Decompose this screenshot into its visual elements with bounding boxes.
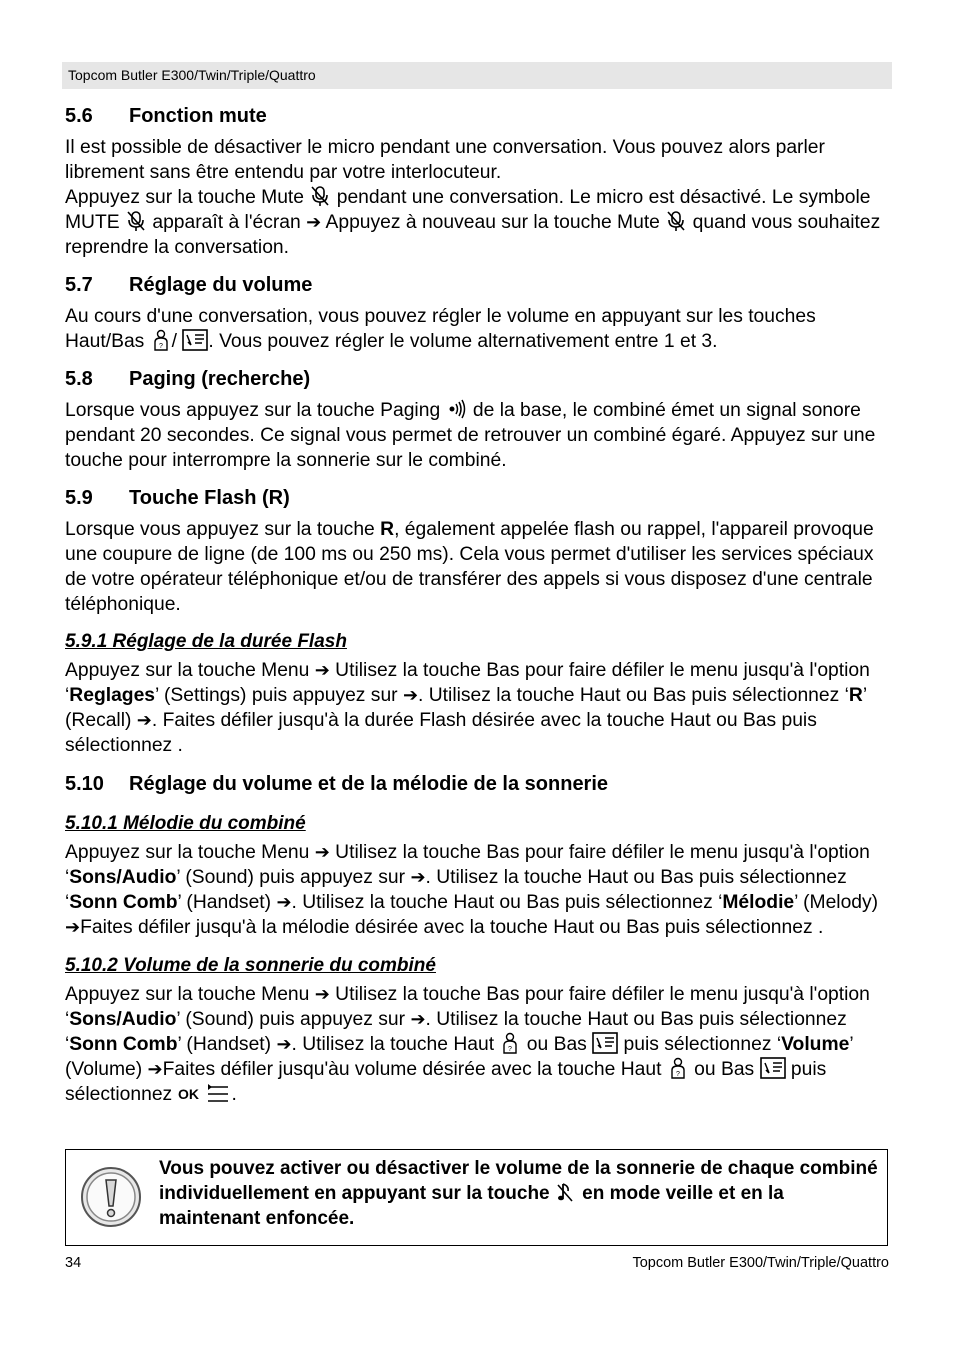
mute-icon (665, 210, 687, 232)
footer-title: Topcom Butler E300/Twin/Triple/Quattro (632, 1255, 889, 1271)
subsection-5-10-1 (65, 812, 890, 940)
arrow-right-icon: ➔ (136, 710, 152, 730)
section-title: Réglage du volume et de la mélodie de la sonnerie (129, 773, 609, 795)
svg-text:?: ? (508, 1046, 513, 1053)
up-key-icon (150, 329, 172, 351)
ok-menu-icon (178, 1082, 232, 1104)
paragraph: Lorsque vous appuyez sur la touche Paging de la base, le combiné émet un signal sonore pendant 20 secondes. Ce signal vous permet de retrouver un combiné égaré. Appuyez sur une touche pour interrompre la sonnerie sur le combiné. (65, 400, 876, 471)
subsection-5-9-1 (65, 630, 890, 758)
section-heading (65, 367, 890, 391)
arrow-right-icon: ➔ (65, 917, 81, 937)
paging-icon (446, 398, 468, 420)
section-heading (65, 273, 890, 297)
arrow-right-icon: ➔ (147, 1059, 163, 1079)
mute-icon (125, 210, 147, 232)
section-5-7 (65, 273, 890, 354)
paragraph: Il est possible de désactiver le micro pendant une conversation. Vous pouvez alors parler librement sans être entendu par votre interlocuteur. (65, 137, 825, 183)
section-5-6 (65, 104, 890, 260)
up-key-icon (499, 1032, 521, 1054)
arrow-right-icon: ➔ (410, 867, 426, 887)
subsection-5-10-2 (65, 954, 890, 1107)
paragraph: Au cours d'une conversation, vous pouvez régler le volume en appuyant sur les touches Haut/Bas ? / . Vous pouvez régler le volume alternativement entre 1 et 3. (65, 306, 816, 352)
up-key-icon (667, 1057, 689, 1079)
section-number: 5.6 (65, 105, 93, 127)
section-number: 5.9 (65, 487, 93, 509)
note-text: Vous pouvez activer ou désactiver le volume de la sonnerie de chaque combiné individuellement en appuyant sur la touche en mode veille et en la maintenant enfoncée. (159, 1158, 878, 1229)
svg-text:?: ? (158, 343, 163, 350)
section-5-9 (65, 486, 890, 617)
down-key-icon (760, 1057, 786, 1079)
arrow-right-icon: ➔ (314, 984, 330, 1004)
down-key-icon (592, 1032, 618, 1054)
paragraph: Appuyez sur la touche Menu ➔ Utilisez la touche Bas pour faire défiler le menu jusqu'à l'option ‘Sons/Audio’ (Sound) puis appuyez sur ➔. Utilisez la touche Haut ou Bas puis sélectionnez ‘Sonn Comb’ (Handset) ➔. Utilisez la touche Haut ? ou Bas puis sélectionnez ‘Volume’ (Volume) ➔Faites défiler jusqu'àu volume désirée avec la touche Haut ? ou Bas puis sélectionnez OK . (65, 984, 870, 1105)
section-title: Paging (recherche) (129, 368, 311, 390)
subsection-title: 5.10.1 Mélodie du combiné (65, 813, 306, 834)
subsection-title: 5.10.2 Volume de la sonnerie du combiné (65, 955, 436, 976)
subsection-title: 5.9.1 Réglage de la durée Flash (65, 631, 347, 652)
section-5-10 (65, 772, 890, 796)
page-content (65, 104, 890, 1121)
header-title: Topcom Butler E300/Twin/Triple/Quattro (68, 67, 316, 83)
section-title: Réglage du volume (129, 274, 313, 296)
arrow-right-icon: ➔ (402, 685, 419, 705)
section-5-8 (65, 367, 890, 473)
arrow-right-icon: ➔ (314, 842, 330, 862)
down-key-icon (182, 329, 208, 351)
section-number: 5.7 (65, 274, 93, 296)
exclamation-icon (80, 1166, 142, 1228)
paragraph: Appuyez sur la touche Menu ➔ Utilisez la touche Bas pour faire défiler le menu jusqu'à l'option ‘Sons/Audio’ (Sound) puis appuyez sur ➔. Utilisez la touche Haut ou Bas puis sélectionnez ‘Sonn Comb’ (Handset) ➔. Utilisez la touche Haut ou Bas puis sélectionnez ‘Mélodie’ (Melody) ➔Faites défiler jusqu'à la mélodie désirée avec la touche Haut ou Bas puis sélectionnez . (65, 842, 879, 938)
section-number: 5.10 (65, 773, 104, 795)
page-header (62, 62, 892, 89)
section-number: 5.8 (65, 368, 93, 390)
section-title: Fonction mute (129, 105, 267, 127)
arrow-right-icon: ➔ (410, 1009, 426, 1029)
paragraph: Lorsque vous appuyez sur la touche R, également appelée flash ou rappel, l'appareil provoque une coupure de ligne (de 100 ms ou 250 ms). Cela vous permet d'utiliser les services spéciaux de votre opérateur téléphonique et/ou de transférer des appels si vous disposez d'une centrale téléphonique. (65, 519, 874, 615)
paragraph: Appuyez sur la touche Mute pendant une conversation. Le micro est désactivé. Le symbole MUTE apparaît à l'écran ➔ Appuyez à nouveau sur la touche Mute quand vous souhaitez reprendre la conversation. (65, 187, 881, 258)
svg-text:?: ? (675, 1071, 680, 1078)
arrow-right-icon: ➔ (276, 892, 292, 912)
section-title: Touche Flash (R) (129, 487, 290, 509)
section-heading (65, 772, 890, 796)
ring-off-icon (555, 1181, 577, 1203)
section-heading (65, 486, 890, 510)
section-heading (65, 104, 890, 128)
arrow-right-icon: ➔ (314, 660, 330, 680)
arrow-right-icon: ➔ (306, 212, 322, 232)
svg-text:OK: OK (177, 1086, 199, 1102)
page-number: 34 (65, 1255, 82, 1271)
arrow-right-icon: ➔ (276, 1034, 292, 1054)
paragraph: Appuyez sur la touche Menu ➔ Utilisez la touche Bas pour faire défiler le menu jusqu'à l'option ‘Reglages’ (Settings) puis appuyez sur ➔. Utilisez la touche Haut ou Bas puis sélectionnez ‘R’ (Recall) ➔. Faites défiler jusqu'à la durée Flash désirée avec la touche Haut ou Bas puis sélectionnez . (65, 660, 870, 756)
note-box (65, 1149, 888, 1246)
mute-icon (309, 185, 331, 207)
